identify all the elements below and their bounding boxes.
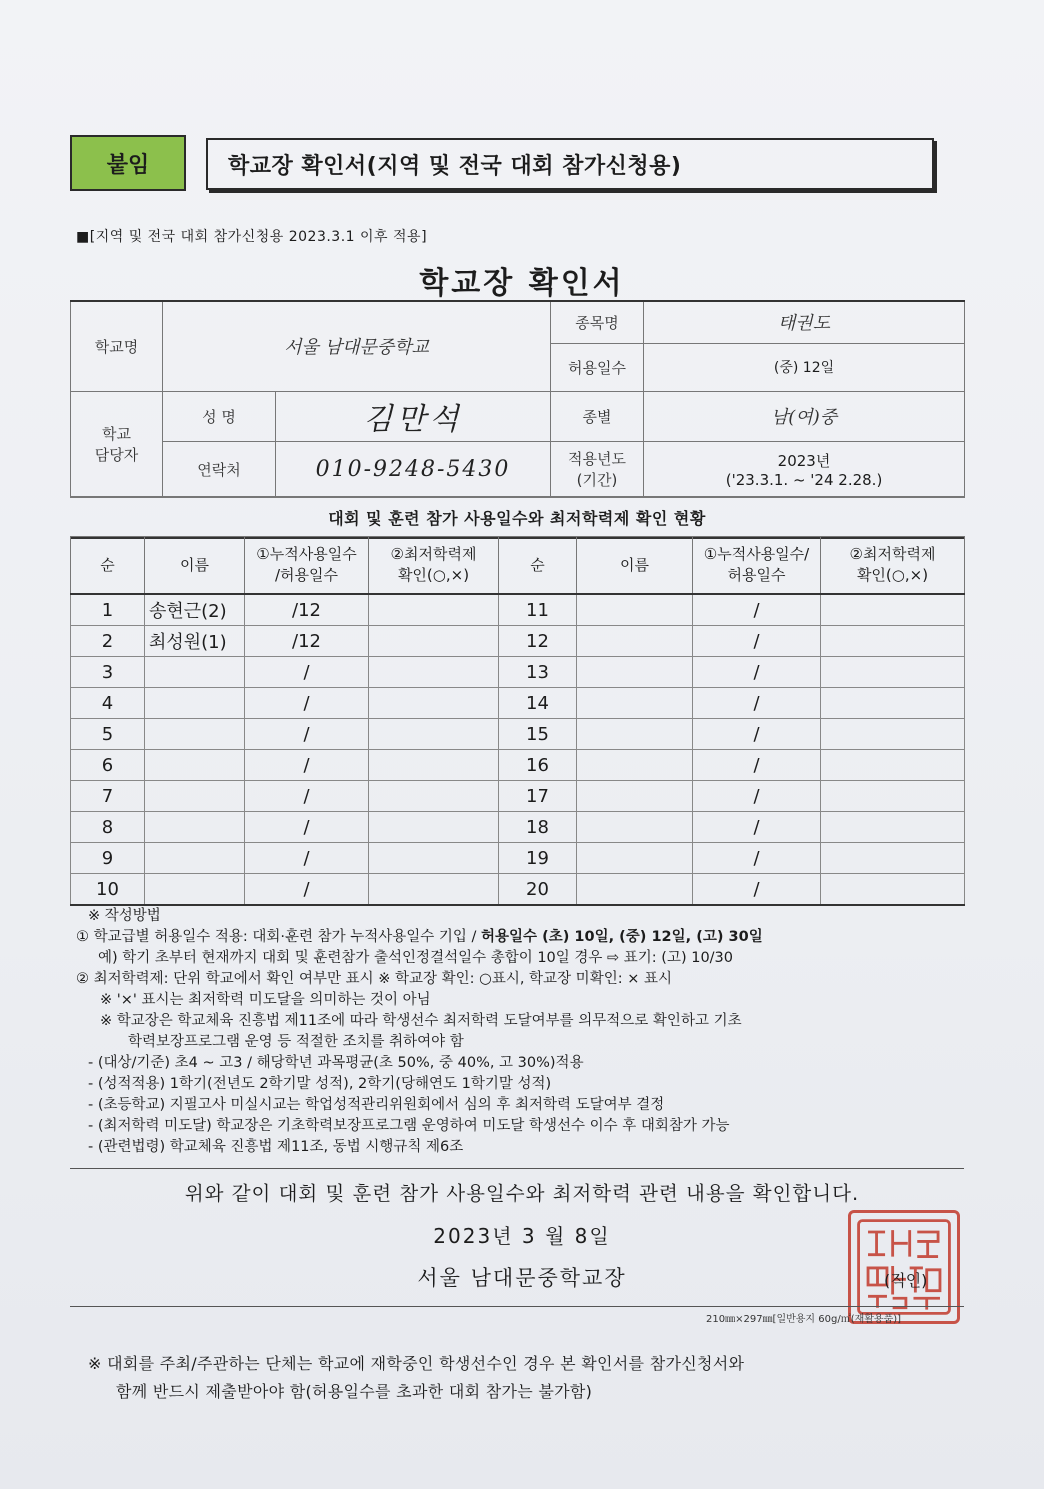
student-name <box>577 626 693 657</box>
confirmation-date: 2023년 3 월 8일 <box>433 1224 611 1248</box>
min-academic-check <box>369 874 499 906</box>
min-academic-check <box>369 657 499 688</box>
student-name <box>145 719 245 750</box>
note-line-6: 학력보장프로그램 운영 등 적절한 조치를 취하여야 함 <box>128 1034 464 1050</box>
form-title-box <box>206 138 934 190</box>
min-academic-check <box>369 688 499 719</box>
days-used: / <box>693 626 821 657</box>
days-used: /12 <box>245 626 369 657</box>
table-row <box>71 657 965 688</box>
note-line-7: - (대상/기준) 초4 ~ 고3 / 해당학년 과목평균(초 50%, 중 40%, 고 30%)적용 <box>88 1055 584 1071</box>
form-subtitle: ■[지역 및 전국 대회 참가신청용 2023.3.1 이후 적용] <box>76 229 428 245</box>
min-academic-check <box>369 750 499 781</box>
min-academic-check <box>821 843 965 874</box>
min-academic-check <box>821 719 965 750</box>
days-used: / <box>693 781 821 812</box>
student-name: 송현근(2) <box>145 594 245 626</box>
event-value: 태권도 <box>644 301 965 343</box>
min-academic-check <box>369 812 499 843</box>
attachment-badge: 붙임 <box>70 135 186 191</box>
note-line-5: ※ 학교장은 학교체육 진흥법 제11조에 따라 학생선수 최저학력 도달여부를 의무적으로 확인하고 기초 <box>100 1013 742 1029</box>
col-header-days-2: ①누적사용일수/ 허용일수 <box>693 537 821 595</box>
days-used: / <box>693 657 821 688</box>
table-row <box>71 750 965 781</box>
contact-label: 연락처 <box>163 441 276 497</box>
row-number: 15 <box>499 719 577 750</box>
table-row <box>71 874 965 906</box>
min-academic-check <box>821 781 965 812</box>
note-line-8: - (성적적용) 1학기(전년도 2학기말 성적), 2학기(당해연도 1학기말 성적) <box>88 1076 552 1092</box>
row-number: 13 <box>499 657 577 688</box>
row-number: 19 <box>499 843 577 874</box>
min-academic-check <box>821 688 965 719</box>
col-header-check-2: ②최저학력제 확인(○,×) <box>821 537 965 595</box>
student-name <box>577 812 693 843</box>
school-name-value: 서울 남대문중학교 <box>163 301 551 391</box>
event-label: 종목명 <box>551 301 644 343</box>
days-used: / <box>693 812 821 843</box>
table-row <box>71 843 965 874</box>
row-number: 10 <box>71 874 145 906</box>
days-used: / <box>245 657 369 688</box>
row-number: 5 <box>71 719 145 750</box>
days-used: / <box>693 843 821 874</box>
row-number: 12 <box>499 626 577 657</box>
row-number: 16 <box>499 750 577 781</box>
form-title: 학교장 확인서(지역 및 전국 대회 참가신청용) <box>228 153 682 179</box>
table-row <box>71 812 965 843</box>
name-label: 성 명 <box>163 391 276 441</box>
student-name <box>577 594 693 626</box>
row-number: 4 <box>71 688 145 719</box>
row-number: 7 <box>71 781 145 812</box>
days-used: / <box>245 843 369 874</box>
divider <box>70 1168 964 1169</box>
row-number: 9 <box>71 843 145 874</box>
student-name <box>577 843 693 874</box>
period-label: 적용년도 (기간) <box>551 441 644 497</box>
student-name <box>577 781 693 812</box>
min-academic-check <box>821 626 965 657</box>
min-academic-check <box>369 781 499 812</box>
row-number: 20 <box>499 874 577 906</box>
paper-spec: 210㎜×297㎜[일반용지 60g/㎡(재활용품)] <box>706 1314 902 1325</box>
allowed-days-label: 허용일수 <box>551 343 644 391</box>
student-name <box>577 688 693 719</box>
row-number: 3 <box>71 657 145 688</box>
min-academic-check <box>369 719 499 750</box>
table-row <box>71 626 965 657</box>
student-name <box>145 843 245 874</box>
note-line-9: - (초등학교) 지필고사 미실시교는 학업성적관리위원회에서 심의 후 최저학력 도달여부 결정 <box>88 1097 665 1113</box>
row-number: 8 <box>71 812 145 843</box>
row-number: 1 <box>71 594 145 626</box>
col-header-name-2: 이름 <box>577 537 693 595</box>
info-table <box>70 300 965 498</box>
min-academic-check <box>821 657 965 688</box>
footer-line-1: ※ 대회를 주최/주관하는 단체는 학교에 재학중인 학생선수인 경우 본 확인서를 참가신청서와 <box>88 1354 745 1373</box>
contact-value: 010-9248-5430 <box>276 441 551 497</box>
school-name-label: 학교명 <box>71 301 163 391</box>
days-used: / <box>245 874 369 906</box>
days-used: / <box>245 781 369 812</box>
table-row <box>71 719 965 750</box>
min-academic-check <box>369 626 499 657</box>
note-line-2: 예) 학기 초부터 현재까지 대회 및 훈련참가 출석인정결석일수 총합이 10일 경우 ⇨ 표기: (고) 10/30 <box>98 950 734 966</box>
days-used: / <box>693 594 821 626</box>
category-value: 남(여)중 <box>644 391 965 441</box>
principal-name: 서울 남대문중학교장 <box>417 1266 627 1290</box>
table-row <box>71 594 965 626</box>
min-academic-check <box>821 812 965 843</box>
row-number: 17 <box>499 781 577 812</box>
footer-line-2: 함께 반드시 제출받아야 함(허용일수를 초과한 대회 참가는 불가함) <box>116 1382 593 1401</box>
category-label: 종별 <box>551 391 644 441</box>
confirmation-statement: 위와 같이 대회 및 훈련 참가 사용일수와 최저학력 관련 내용을 확인합니다. <box>184 1182 860 1205</box>
student-name <box>145 688 245 719</box>
student-name <box>577 719 693 750</box>
student-name <box>145 781 245 812</box>
student-name <box>145 657 245 688</box>
student-name <box>577 657 693 688</box>
writing-instructions <box>76 906 966 1158</box>
days-used: / <box>245 719 369 750</box>
student-name <box>145 750 245 781</box>
student-name <box>577 874 693 906</box>
status-table <box>70 536 965 906</box>
col-header-no: 순 <box>71 537 145 595</box>
row-number: 2 <box>71 626 145 657</box>
student-name: 최성원(1) <box>145 626 245 657</box>
note-line-4: ※ '×' 표시는 최저학력 미도달을 의미하는 것이 아님 <box>100 992 431 1008</box>
period-value: 2023년 ('23.3.1. ~ '24 2.28.) <box>644 441 965 497</box>
note-line-11: - (관련법령) 학교체육 진흥법 제11조, 동법 시행규칙 제6조 <box>88 1139 464 1155</box>
footer-note <box>88 1350 744 1406</box>
divider <box>70 1306 964 1307</box>
status-heading: 대회 및 훈련 참가 사용일수와 최저학력제 확인 현황 <box>70 496 964 539</box>
row-number: 6 <box>71 750 145 781</box>
student-name <box>145 812 245 843</box>
note-line-1: ① 학교급별 허용일수 적용: 대회·훈련 참가 누적사용일수 기입 / 허용일수 (초) 10일, (중) 12일, (고) 30일 <box>76 929 763 945</box>
student-name <box>145 874 245 906</box>
days-used: / <box>693 719 821 750</box>
days-used: / <box>693 688 821 719</box>
col-header-name: 이름 <box>145 537 245 595</box>
row-number: 11 <box>499 594 577 626</box>
note-line-3: ② 최저학력제: 단위 학교에서 확인 여부만 표시 ※ 학교장 확인: ○표시, 학교장 미확인: × 표시 <box>76 971 672 987</box>
notes-heading: ※ 작성방법 <box>88 908 161 924</box>
min-academic-check <box>821 874 965 906</box>
days-used: /12 <box>245 594 369 626</box>
row-number: 18 <box>499 812 577 843</box>
col-header-no-2: 순 <box>499 537 577 595</box>
min-academic-check <box>821 594 965 626</box>
col-header-check: ②최저학력제 확인(○,×) <box>369 537 499 595</box>
note-line-10: - (최저학력 미도달) 학교장은 기초학력보장프로그램 운영하여 미도달 학생선수 이수 후 대회참가 가능 <box>88 1118 730 1134</box>
document-title: 학교장 확인서 <box>419 266 625 301</box>
row-number: 14 <box>499 688 577 719</box>
days-used: / <box>245 688 369 719</box>
table-row <box>71 781 965 812</box>
days-used: / <box>693 874 821 906</box>
days-used: / <box>245 750 369 781</box>
col-header-days: ①누적사용일수 /허용일수 <box>245 537 369 595</box>
seal-label: (직인) <box>884 1271 928 1290</box>
manager-label: 학교 담당자 <box>71 391 163 497</box>
student-name <box>577 750 693 781</box>
allowed-days-value: (중) 12일 <box>644 343 965 391</box>
days-used: / <box>693 750 821 781</box>
days-used: / <box>245 812 369 843</box>
min-academic-check <box>369 594 499 626</box>
table-row <box>71 688 965 719</box>
min-academic-check <box>369 843 499 874</box>
min-academic-check <box>821 750 965 781</box>
name-value: 김만석 <box>276 391 551 441</box>
